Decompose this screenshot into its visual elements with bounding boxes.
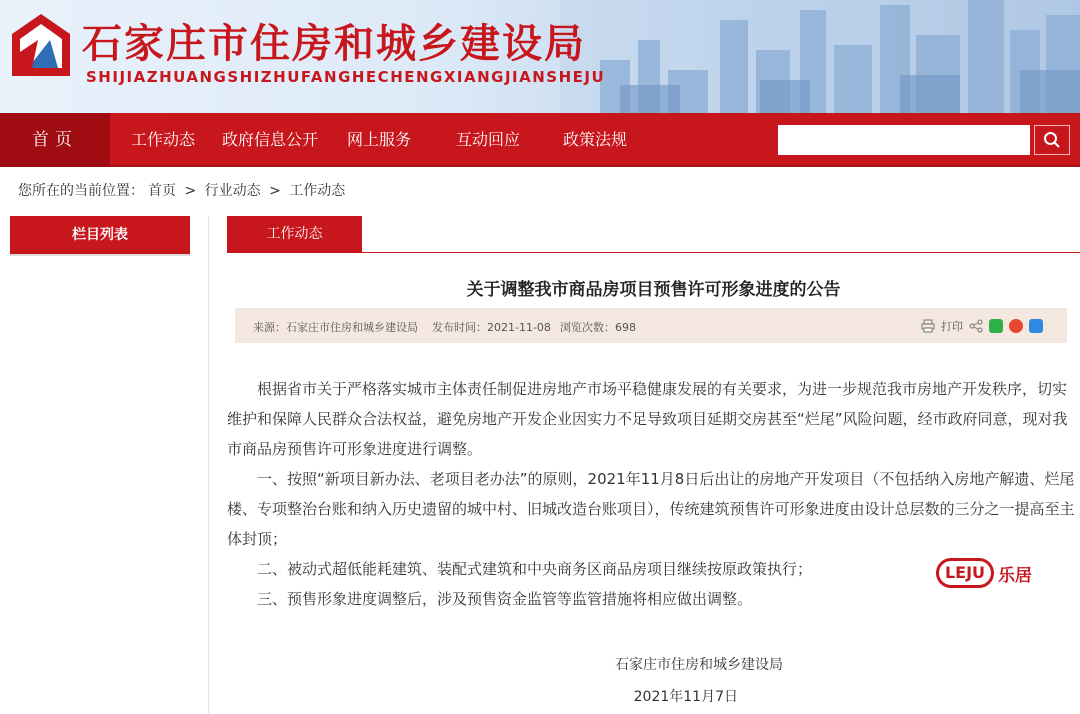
breadcrumb-industry[interactable]: 行业动态 xyxy=(204,183,261,199)
leju-watermark xyxy=(936,558,1032,588)
search-button[interactable] xyxy=(1034,125,1070,155)
sign-date: 2021年11月7日 xyxy=(633,689,738,705)
paragraph: 二、被动式超低能耗建筑、装配式建筑和中央商务区商品房项目继续按原政策执行； xyxy=(257,560,813,578)
article-title: 关于调整我市商品房项目预售许可形象进度的公告 xyxy=(466,280,841,300)
paragraph: 一、按照“新项目新办法、老项目老办法”的原则，2021年11月8日后出让的房地产开发项目（不包括纳入房地产解遗、烂尾楼、专项整治台账和纳入历史遗留的城中村、旧城改造台账项目），传统建筑预售许可形象进度由设计总层数的三分之一提高至主体封顶； xyxy=(227,470,1075,548)
search-input[interactable] xyxy=(778,125,1030,155)
breadcrumb-home[interactable]: 首页 xyxy=(148,183,176,199)
sidebar-column-list-tab[interactable]: 栏目列表 xyxy=(10,216,190,254)
qq-icon[interactable] xyxy=(1029,319,1043,333)
site-title: 石家庄市住房和城乡建设局 xyxy=(82,21,586,67)
meta-date: 发布时间：2021-11-08 xyxy=(432,321,551,334)
leju-logo: LEJU xyxy=(936,558,994,588)
nav-item-policy[interactable]: 政策法规 xyxy=(563,130,628,149)
tab-work-news[interactable]: 工作动态 xyxy=(227,216,362,253)
share-bar xyxy=(921,318,1043,334)
printer-icon[interactable] xyxy=(921,319,935,333)
nav-item-interaction[interactable]: 互动回应 xyxy=(456,130,521,149)
wechat-icon[interactable] xyxy=(989,319,1003,333)
weibo-icon[interactable] xyxy=(1009,319,1023,333)
breadcrumb-work[interactable]: 工作动态 xyxy=(289,183,346,199)
paragraph: 三、预售形象进度调整后，涉及预售资金监管等监管措施将相应做出调整。 xyxy=(257,590,753,608)
header-banner xyxy=(0,0,1080,113)
breadcrumb xyxy=(18,180,349,200)
leju-name: 乐居 xyxy=(998,565,1032,586)
main-nav xyxy=(0,113,1080,167)
breadcrumb-prefix: 您所在的当前位置： xyxy=(18,183,144,199)
search-icon xyxy=(1043,131,1061,149)
sidebar-divider xyxy=(10,254,190,256)
city-skyline-image xyxy=(560,0,1080,113)
print-link[interactable]: 打印 xyxy=(941,320,963,333)
meta-source: 来源：石家庄市住房和城乡建设局 xyxy=(253,321,418,334)
nav-item-online-service[interactable]: 网上服务 xyxy=(347,130,412,149)
main-tab-underline xyxy=(227,252,1080,253)
paragraph: 根据省市关于严格落实城市主体责任制促进房地产市场平稳健康发展的有关要求，为进一步规范我市房地产开发秩序，切实维护和保障人民群众合法权益，避免房地产开发企业因实力不足导致项目延期交房甚至“烂尾”风险问题，经市政府同意，现对我市商品房预售许可形象进度进行调整。 xyxy=(227,380,1068,458)
breadcrumb-separator: > xyxy=(184,183,197,199)
column-divider xyxy=(208,216,209,714)
site-pinyin: SHIJIAZHUANGSHIZHUFANGHECHENGXIANGJIANSHEJU xyxy=(86,68,606,86)
breadcrumb-separator: > xyxy=(269,183,281,199)
nav-item-work-news[interactable]: 工作动态 xyxy=(131,130,196,149)
signature: 石家庄市住房和城乡建设局 xyxy=(615,657,783,673)
bureau-logo-icon xyxy=(10,12,72,78)
meta-views: 浏览次数：698 xyxy=(560,321,636,334)
share-icon[interactable] xyxy=(969,319,983,333)
article-meta xyxy=(235,308,1067,343)
nav-item-gov-info[interactable]: 政府信息公开 xyxy=(222,130,319,149)
nav-home[interactable]: 首页 xyxy=(0,113,110,167)
